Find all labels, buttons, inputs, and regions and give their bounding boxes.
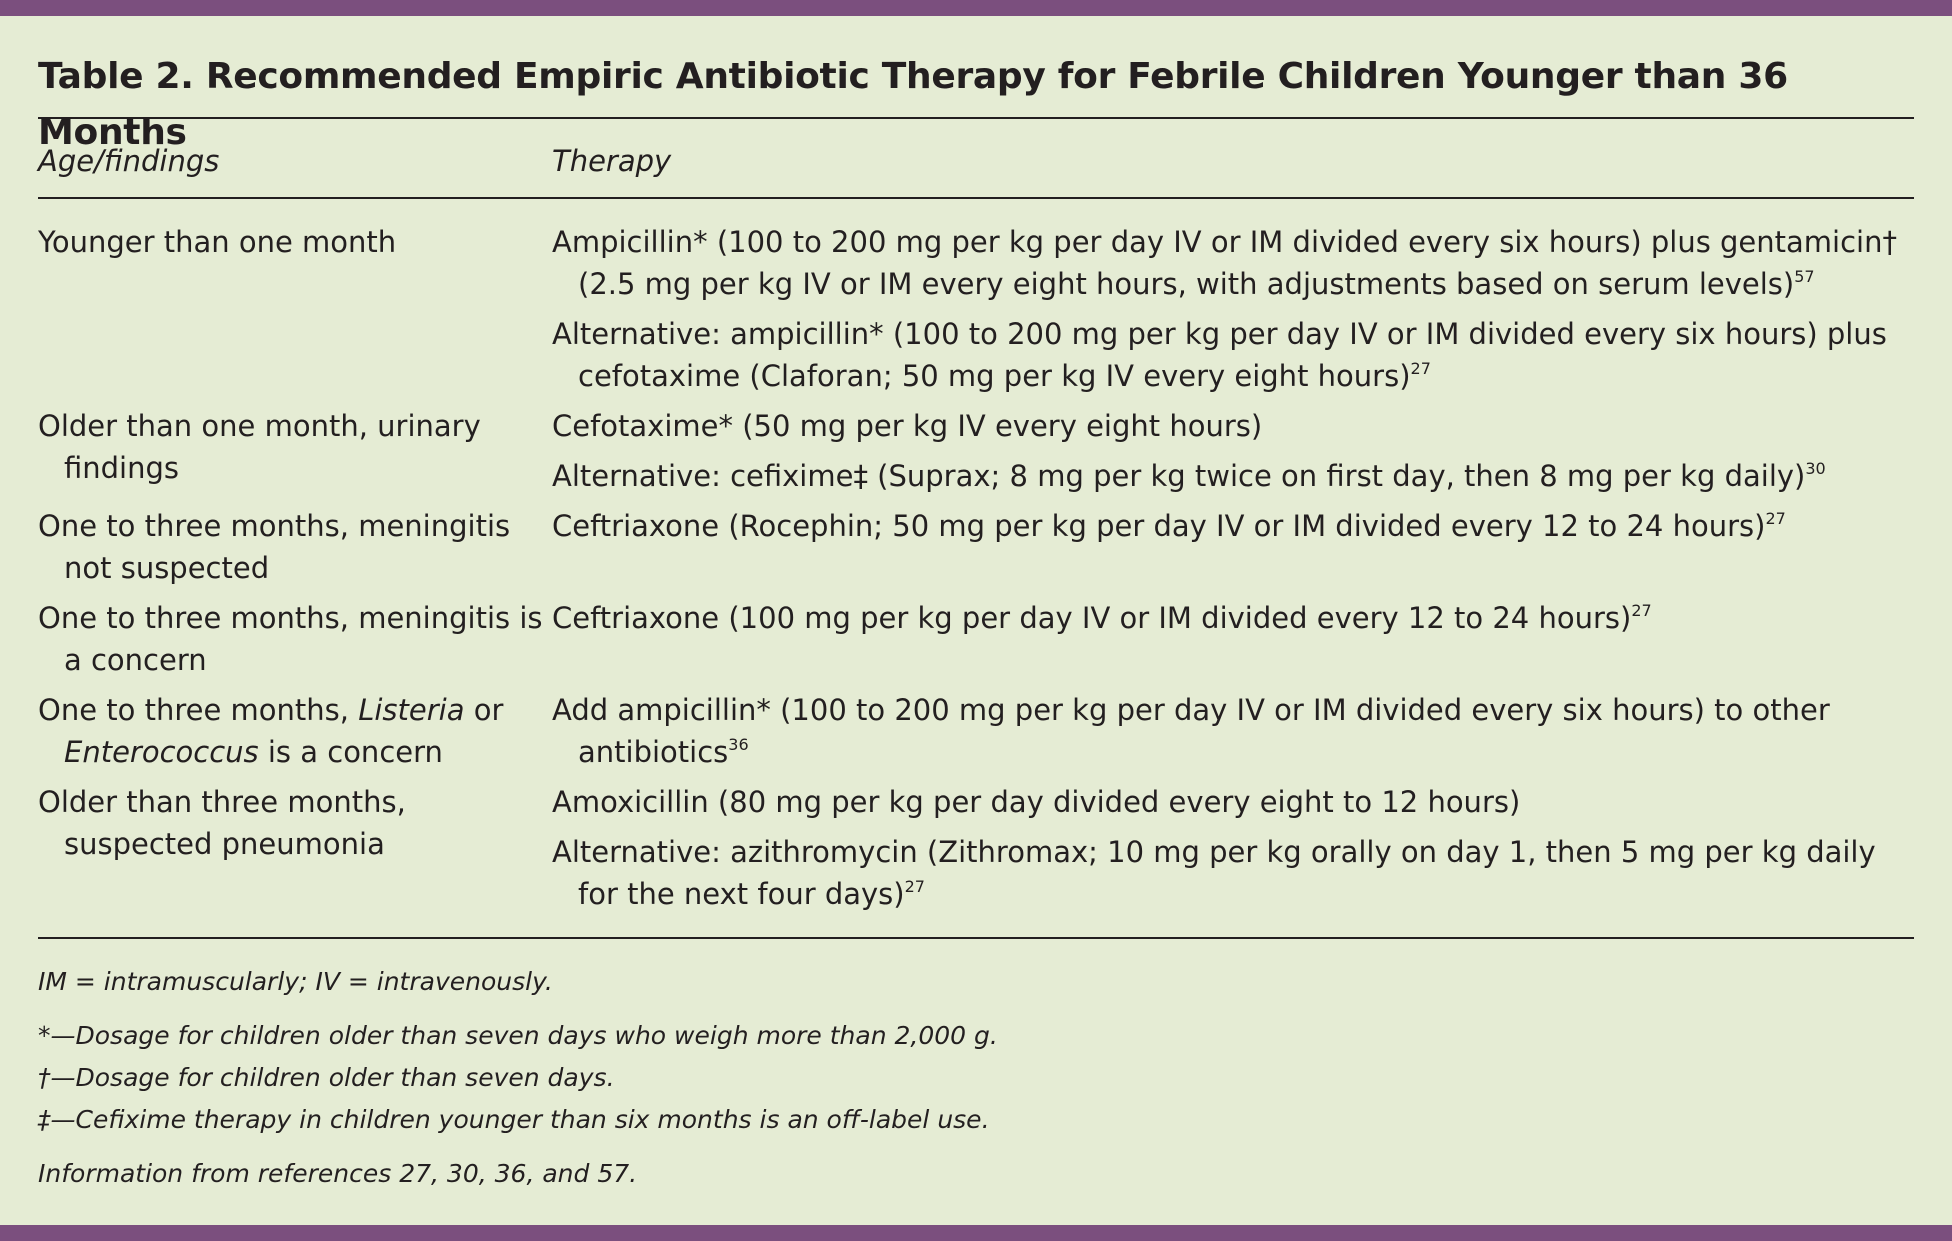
therapy-cell xyxy=(552,689,1914,773)
age-text: is a concern xyxy=(258,735,443,769)
organism-name: Listeria xyxy=(358,693,465,727)
therapy-text: Ceftriaxone (100 mg per kg per day IV or IM divided every 12 to 24 hours) xyxy=(552,601,1632,635)
therapy-entry xyxy=(552,221,1904,305)
age-cell: One to three months, meningitis not suspected xyxy=(38,509,511,585)
source-note: Information from references 27, 30, 36, and 57. xyxy=(38,1159,638,1188)
reference-number: 27 xyxy=(1765,509,1786,528)
footnote-star: *—Dosage for children older than seven days who weigh more than 2,000 g. xyxy=(38,1021,998,1050)
therapy-text: Ceftriaxone (Rocephin; 50 mg per kg per day IV or IM divided every 12 to 24 hours) xyxy=(552,509,1766,543)
age-cell: Older than one month, urinary findings xyxy=(38,409,481,485)
reference-number: 27 xyxy=(1410,359,1431,378)
therapy-entry xyxy=(552,405,1904,447)
reference-number: 27 xyxy=(1631,601,1652,620)
therapy-entry xyxy=(552,831,1904,915)
therapy-text: Alternative: cefixime‡ (Suprax; 8 mg per kg twice on first day, then 8 mg per kg daily) xyxy=(552,459,1806,493)
table-container xyxy=(38,16,1914,1195)
reference-number: 27 xyxy=(904,877,925,896)
therapy-entry xyxy=(552,505,1904,547)
table-row xyxy=(38,597,1914,681)
therapy-text: Cefotaxime* (50 mg per kg IV every eight hours) xyxy=(552,409,1263,443)
footnote-dagger: †—Dosage for children older than seven days. xyxy=(38,1063,615,1092)
organism-name: Enterococcus xyxy=(64,735,259,769)
therapy-text: Alternative: azithromycin (Zithromax; 10 mg per kg orally on day 1, then 5 mg per kg daily for the next four days) xyxy=(552,835,1876,911)
therapy-entry xyxy=(552,455,1904,497)
age-cell: One to three months, meningitis is a concern xyxy=(38,601,543,677)
therapy-entry xyxy=(552,781,1904,823)
top-accent-bar xyxy=(0,0,1952,16)
therapy-text: Add ampicillin* (100 to 200 mg per kg per day IV or IM divided every six hours) to other antibiotics xyxy=(552,693,1830,769)
therapy-cell xyxy=(552,597,1914,681)
header-age: Age/findings xyxy=(38,144,220,178)
table-row xyxy=(38,505,1914,589)
bottom-accent-bar xyxy=(0,1225,1952,1241)
reference-number: 57 xyxy=(1794,267,1815,286)
therapy-entry xyxy=(552,689,1904,773)
age-cell: Older than three months, suspected pneumonia xyxy=(38,785,406,861)
table-row xyxy=(38,689,1914,773)
therapy-text: Alternative: ampicillin* (100 to 200 mg per kg per day IV or IM divided every six hours) plus cefotaxime (Claforan; 50 mg per kg IV every eight hours) xyxy=(552,317,1887,393)
age-text: One to three months, xyxy=(38,693,359,727)
table-row xyxy=(38,405,1914,497)
therapy-cell xyxy=(552,221,1914,397)
therapy-text: Amoxicillin (80 mg per kg per day divided every eight to 12 hours) xyxy=(552,785,1521,819)
footnote-double-dagger: ‡—Cefixime therapy in children younger than six months is an off-label use. xyxy=(38,1105,990,1134)
therapy-entry xyxy=(552,313,1904,397)
therapy-text: Ampicillin* (100 to 200 mg per kg per day IV or IM divided every six hours) plus gentamicin† (2.5 mg per kg IV or IM every eight hours, with adjustments based on serum levels) xyxy=(552,225,1897,301)
reference-number: 30 xyxy=(1805,459,1826,478)
age-cell xyxy=(38,689,552,773)
reference-number: 36 xyxy=(728,735,749,754)
age-text: or xyxy=(464,693,504,727)
table-row xyxy=(38,221,1914,397)
therapy-cell xyxy=(552,505,1914,589)
therapy-cell xyxy=(552,781,1914,915)
age-cell: Younger than one month xyxy=(38,225,397,259)
therapy-cell xyxy=(552,405,1914,497)
abbreviation-note: IM = intramuscularly; IV = intravenously. xyxy=(38,967,553,996)
table-header xyxy=(38,119,1914,197)
table-body xyxy=(38,199,1914,937)
header-therapy: Therapy xyxy=(552,144,672,178)
table-row xyxy=(38,781,1914,915)
table-footnotes xyxy=(38,939,1914,1195)
table-title: Table 2. Recommended Empiric Antibiotic Therapy for Febrile Children Younger than 36 Months xyxy=(38,56,1788,153)
therapy-entry xyxy=(552,597,1904,639)
